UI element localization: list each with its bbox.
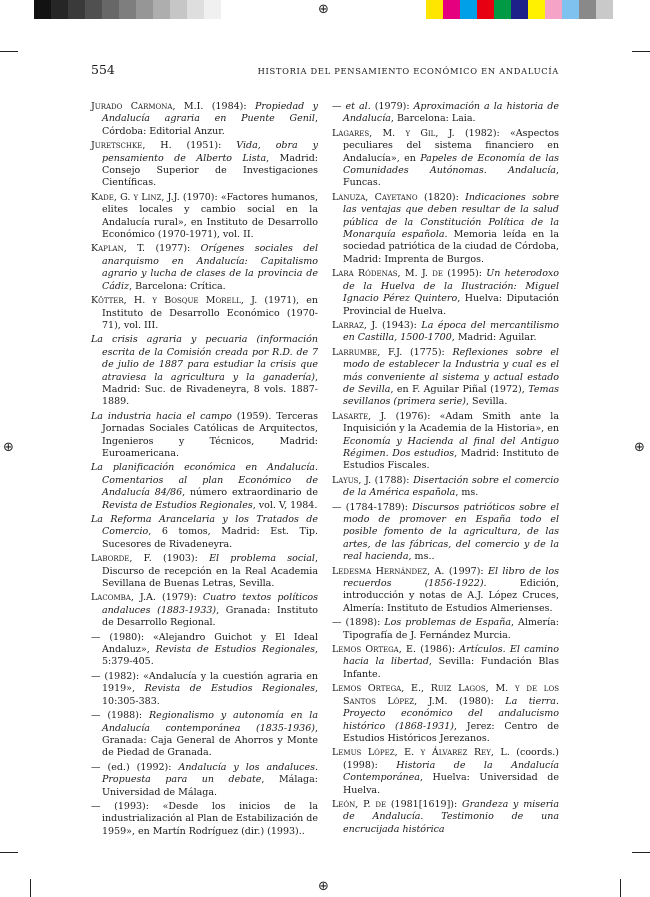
entry-title: El libro de los recuerdos (1856-1922). xyxy=(343,565,559,590)
entry-author: Lara Ródenas, M. J. de xyxy=(332,268,443,280)
entry-text: , número extraordinario de xyxy=(182,487,318,499)
entry-title: Historia de la Andalucía Contemporánea xyxy=(343,759,559,784)
entry-text: , Barcelona: Laia. xyxy=(390,113,476,125)
entry-text: , Almería: Tipografía de J. Fernández Murcia. xyxy=(343,617,559,641)
crop-mark xyxy=(632,51,650,52)
calibration-swatch xyxy=(596,0,613,19)
entry-author: Kade, G. y Linz, J.J. xyxy=(91,191,180,203)
crop-mark xyxy=(632,852,650,853)
entry-author: Larraz, J. xyxy=(332,319,378,331)
entry-text: , Málaga: Universidad de Málaga. xyxy=(102,774,318,798)
entry-text: , Granada: Instituto de Desarrollo Regional. xyxy=(102,604,318,629)
entry-text: — (1898): xyxy=(332,617,385,629)
grayscale-calibration-bar xyxy=(34,0,221,19)
bibliography-entry xyxy=(91,101,318,138)
crop-mark xyxy=(620,879,621,897)
bibliography-entry xyxy=(332,411,559,473)
entry-author: Lagares, M. y Gil, J. xyxy=(332,127,455,139)
crop-mark xyxy=(0,852,18,853)
entry-text: (1980): xyxy=(447,695,506,707)
entry-text: — (1993): «Desde los inicios de la industrialización al Plan de Estabilización de 1959», en Martín Rodríguez (dir.) (1993).. xyxy=(91,800,319,837)
entry-text: — (1988): xyxy=(91,710,149,722)
entry-text: , en F. Aguilar Piñal (1972), xyxy=(390,383,529,395)
entry-author: Lasarte, J. xyxy=(332,410,387,422)
entry-text: (1986): xyxy=(415,644,460,656)
calibration-swatch xyxy=(170,0,187,19)
entry-text: , vol. V, 1984. xyxy=(252,499,318,511)
bibliography-entry xyxy=(91,514,318,551)
calibration-swatch xyxy=(460,0,477,19)
entry-title: Revista de Estudios Regionales xyxy=(144,683,315,695)
entry-title: La tierra. Proyecto económico del andalucismo histórico (1868-1931) xyxy=(343,695,559,732)
entry-text: (1951): xyxy=(171,140,237,152)
bibliography-entry xyxy=(332,347,559,409)
entry-text: , 10:305-383. xyxy=(102,683,318,707)
entry-title: Artículos. El camino hacia la libertad xyxy=(343,644,560,668)
entry-author: Layus, J. xyxy=(332,474,372,486)
entry-title: Economía y Hacienda al final del Antiguo Régimen. Dos estudios xyxy=(343,435,559,459)
bibliography-entry xyxy=(91,295,318,332)
entry-text: (1979): xyxy=(155,592,203,604)
entry-text: (1995): xyxy=(442,268,487,280)
entry-text: (1820): xyxy=(417,191,466,203)
entry-text: , Huelva: Diputación Provincial de Huelva. xyxy=(343,293,559,317)
entry-author: León, P. de xyxy=(332,798,387,810)
bibliography-entry xyxy=(332,268,559,318)
calibration-swatch xyxy=(579,0,596,19)
calibration-swatch xyxy=(477,0,494,19)
entry-title: Disertación sobre el comercio de la América española xyxy=(343,474,559,499)
crop-mark xyxy=(30,879,31,897)
bibliography-entry xyxy=(332,683,559,745)
calibration-swatch xyxy=(562,0,579,19)
bibliography-entry xyxy=(332,320,559,345)
entry-title: Grandeza y miseria de Andalucía. Testimonio de una encrucijada histórica xyxy=(343,798,559,835)
entry-text: (1976): «Adam Smith ante la Inquisición y la Academia de la Historia», en xyxy=(343,410,559,435)
calibration-swatch xyxy=(34,0,51,19)
entry-text: Memoria leída en la sociedad patriótica de la ciudad de Córdoba, Madrid: Imprenta de Burgos. xyxy=(343,229,559,265)
bibliography-entry xyxy=(91,140,318,190)
entry-text: — xyxy=(332,101,346,112)
entry-author: Lanuza, Cayetano xyxy=(332,191,418,203)
entry-text: , 5:379-405. xyxy=(102,644,318,668)
bibliography-entry xyxy=(332,128,559,190)
entry-text: (1943): xyxy=(377,319,422,331)
bibliography-entry xyxy=(332,502,559,564)
entry-text: , Córdoba: Editorial Anzur. xyxy=(102,113,318,137)
bibliography-entry xyxy=(332,617,559,642)
entry-title: Vida, obra y pensamiento de Alberto Lista xyxy=(102,140,318,164)
calibration-swatch xyxy=(528,0,545,19)
entry-text: (1788): xyxy=(371,474,414,486)
bibliography-entry xyxy=(332,475,559,500)
calibration-swatch xyxy=(187,0,204,19)
bibliography-entry xyxy=(91,592,318,629)
entry-text: (1959). Terceras Jornadas Sociales Católicas de Arquitectos, Ingenieros y Técnicos, Madrid: Euroamericana. xyxy=(102,410,318,459)
bibliography-entry xyxy=(91,801,318,838)
calibration-swatch xyxy=(511,0,528,19)
entry-title: La época del mercantilismo en Castilla, 1500-1700 xyxy=(343,319,559,344)
crop-mark xyxy=(0,51,18,52)
color-calibration-bar xyxy=(426,0,613,19)
entry-title: Cuatro textos políticos andaluces (1883-1933) xyxy=(102,592,318,616)
entry-title: Temas sevillanos (primera serie) xyxy=(343,383,560,408)
bibliography-entry xyxy=(91,762,318,799)
calibration-swatch xyxy=(545,0,562,19)
bibliography-entry xyxy=(332,101,559,126)
entry-text: , Madrid: Consejo Superior de Investigaciones Científicas. xyxy=(102,152,318,189)
entry-text: (1981[1619]): xyxy=(386,798,462,810)
entry-title: La planificación económica en Andalucía. Comentarios al plan Económico de Andalucía 84/86 xyxy=(91,462,318,499)
entry-title: Propiedad y Andalucía agraria en Puente Genil xyxy=(102,101,318,125)
entry-title: Andalucía y los andaluces. Propuesta para un debate xyxy=(102,761,318,786)
bibliography-entry xyxy=(91,243,318,293)
entry-author: Lemos Ortega, E. xyxy=(332,644,416,656)
entry-title: Indicaciones sobre las ventajas que deben resultar de la salud pública de la Constitución Política de la Monarquía española. xyxy=(343,191,559,241)
page-number: 554 xyxy=(91,62,115,77)
entry-title: Orígenes sociales del anarquismo en Andalucía: Capitalismo agrario y lucha de clases de la provincia de Cádiz xyxy=(102,243,318,292)
entry-text: , Sevilla. xyxy=(466,396,508,408)
calibration-swatch xyxy=(51,0,68,19)
entry-text: (1982): «Aspectos peculiares del sistema financiero en Andalucía», en xyxy=(343,127,559,164)
bibliography-entry xyxy=(91,411,318,461)
entry-text: — (1980): «Alejandro Guichot y El Ideal Andaluz», xyxy=(91,631,318,656)
entry-text: (1997): xyxy=(444,565,489,577)
entry-title: Los problemas de España xyxy=(384,617,511,629)
crosshair-registration-icon: ⊕ xyxy=(3,440,14,455)
bibliography-entry xyxy=(332,192,559,266)
calibration-swatch xyxy=(494,0,511,19)
bibliography-entry xyxy=(91,671,318,708)
calibration-swatch xyxy=(68,0,85,19)
entry-title: Reflexiones sobre el modo de establecer la Industria y cual es el más conveniente al sistema y actual estado de Sevilla xyxy=(343,346,559,395)
entry-author: Juretschke, H. xyxy=(91,140,172,152)
entry-author: Lemos Ortega, E., Ruiz Lagos, M. y de los Santos López, J.M. xyxy=(332,683,559,707)
calibration-swatch xyxy=(119,0,136,19)
entry-text: — (ed.) (1992): xyxy=(91,761,179,773)
entry-text: (1984): xyxy=(203,101,255,112)
entry-title: Revista de Estudios Regionales xyxy=(155,644,315,656)
bibliography-entry xyxy=(332,644,559,681)
entry-title: El problema social xyxy=(209,553,315,565)
calibration-swatch xyxy=(204,0,221,19)
entry-author: Lacomba, J.A. xyxy=(91,592,156,604)
entry-text: , ms.. xyxy=(408,551,435,563)
entry-text: (1903): xyxy=(151,553,210,565)
crosshair-registration-icon: ⊕ xyxy=(318,879,329,894)
crosshair-registration-icon: ⊕ xyxy=(318,2,329,17)
calibration-swatch xyxy=(443,0,460,19)
entry-text: (1979): xyxy=(370,101,414,112)
entry-text: , Madrid: Aguilar. xyxy=(451,332,537,344)
bibliography-entry xyxy=(332,566,559,616)
entry-author: Larrumbe, F.J. xyxy=(332,346,403,358)
entry-text: Edición, introducción y notas de A.J. López Cruces, Almería: Instituto de Estudios Almerienses. xyxy=(343,578,559,614)
entry-title: Discursos patrióticos sobre el modo de promover en España todo el posible fomento de la agricultura, de las artes, de las fábricas, del comercio y de la real hacienda xyxy=(343,501,559,563)
entry-text: (1977): xyxy=(145,243,201,255)
bibliography-entry xyxy=(91,334,318,408)
entry-title: Un heterodoxo de la Huelva de la Ilustración: Miguel Ignacio Pérez Quintero xyxy=(343,268,559,305)
bibliography-entry xyxy=(91,710,318,760)
entry-title: La industria hacia el campo xyxy=(91,410,232,422)
entry-title: La Reforma Arancelaria y los Tratados de Comercio xyxy=(91,514,318,538)
bibliography-left-column xyxy=(91,101,318,840)
bibliography-entry xyxy=(91,192,318,242)
entry-text: , Huelva: Universidad de Huelva. xyxy=(343,772,559,796)
entry-text: (1775): xyxy=(402,346,453,358)
entry-text: — (1784-1789): xyxy=(332,501,413,513)
entry-text: , Discurso de recepción en la Real Academia Sevillana de Buenas Letras, Sevilla. xyxy=(102,553,318,590)
calibration-swatch xyxy=(153,0,170,19)
bibliography-entry xyxy=(91,553,318,590)
entry-text: , Barcelona: Crítica. xyxy=(129,280,226,292)
entry-text: , Granada: Caja General de Ahorros y Monte de Piedad de Granada. xyxy=(102,722,318,759)
entry-text: (coords.) (1998): xyxy=(343,747,559,771)
entry-author: Kaplan, T. xyxy=(91,243,146,255)
entry-title: et al. xyxy=(345,101,371,112)
entry-text: , Jerez: Centro de Estudios Históricos Jerezanos. xyxy=(343,720,560,744)
entry-text: — (1982): «Andalucía y la cuestión agraria en 1919», xyxy=(91,670,318,695)
entry-text: , ms. xyxy=(455,487,479,499)
entry-text: , Madrid: Suc. de Rivadeneyra, 8 vols. 1887-1889. xyxy=(102,371,318,408)
bibliography-right-column xyxy=(332,101,559,838)
entry-text: , Funcas. xyxy=(343,165,559,189)
entry-title: Aproximación a la historia de Andalucía xyxy=(343,101,559,125)
entry-author: Laborde, F. xyxy=(91,553,152,565)
entry-author: Jurado Carmona, M.I. xyxy=(91,101,204,112)
entry-author: Kötter, H. y Bosque Morell, J. xyxy=(91,295,258,307)
entry-title: La crisis agraria y pecuaria (información escrita de la Comisión creada por R.D. de 7 de julio de 1887 para estudiar la crisis que atraviesa la agricultura y la ganadería) xyxy=(91,334,318,383)
calibration-swatch xyxy=(426,0,443,19)
entry-text: (1970): «Factores humanos, elites locales y cambio social en la Andalucía rural», en Instituto de Desarrollo Económico (1970-1971), vol. II. xyxy=(102,191,318,241)
bibliography-entry xyxy=(332,747,559,797)
crosshair-registration-icon: ⊕ xyxy=(634,440,645,455)
entry-title: Revista de Estudios Regionales xyxy=(102,499,253,511)
bibliography-entry xyxy=(91,462,318,512)
entry-title: Regionalismo y autonomía en la Andalucía contemporánea (1835-1936) xyxy=(102,710,318,734)
calibration-swatch xyxy=(85,0,102,19)
entry-author: Lemus López, E. y Álvarez Rey, L. xyxy=(332,747,510,759)
calibration-swatch xyxy=(102,0,119,19)
running-head: HISTORIA DEL PENSAMIENTO ECONÓMICO EN ANDALUCÍA xyxy=(257,66,559,76)
entry-text: , 6 tomos, Madrid: Est. Tip. Sucesores de Rivadeneyra. xyxy=(102,526,318,550)
calibration-swatch xyxy=(136,0,153,19)
entry-text: , Madrid: Instituto de Estudios Fiscales. xyxy=(343,447,559,472)
entry-text: (1971), en Instituto de Desarrollo Económico (1970-71), vol. III. xyxy=(102,295,318,331)
entry-author: Ledesma Hernández, A. xyxy=(332,565,445,577)
entry-text: , Sevilla: Fundación Blas Infante. xyxy=(343,656,559,680)
entry-title: Papeles de Economía de las Comunidades Autónomas. Andalucía xyxy=(343,152,559,177)
bibliography-entry xyxy=(91,632,318,669)
bibliography-entry xyxy=(332,799,559,836)
